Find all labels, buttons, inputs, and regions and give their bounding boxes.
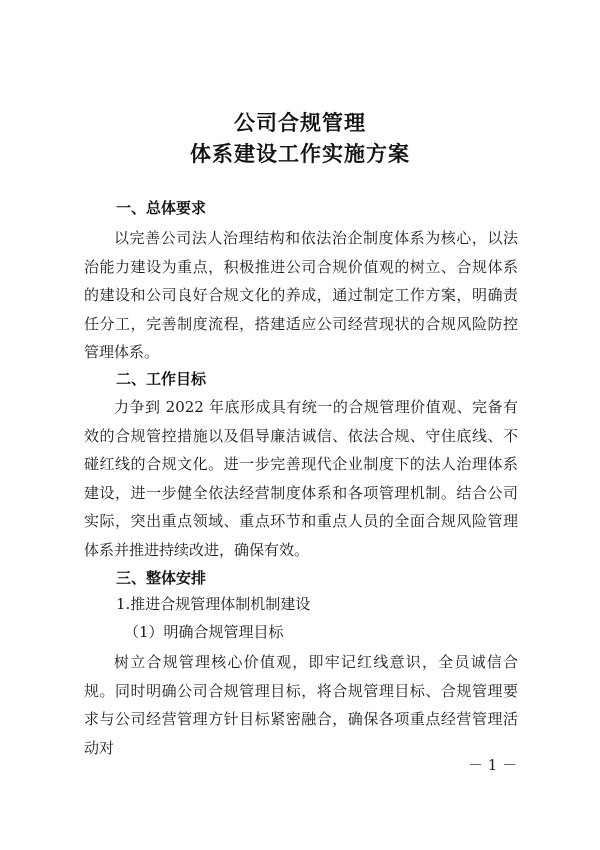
section-paragraph-overall: 以完善公司法人治理结构和依法治企制度体系为核心，以法治能力建设为重点，积极推进公司合规价值观的树立、合规体系的建设和公司良好合规文化的养成，通过制定工作方案，明确责任分工，完善制度流程，搭建适应公司经营现状的合规风险防控管理体系。 (84, 229, 518, 362)
section-paragraph-arrangement: 树立合规管理核心价值观，即牢记红线意识，全员诚信合规。同时明确公司合规管理目标，将合规管理目标、合规管理要求与公司经营管理方针目标紧密融合，确保各项重点经营管理活动对 (84, 653, 518, 757)
subsection-item: （1）明确合规管理目标 (124, 623, 284, 641)
document-title-line-2: 体系建设工作实施方案 (190, 142, 410, 166)
section-heading-overall: 一、总体要求 (116, 199, 207, 217)
section-heading-goals: 二、工作目标 (116, 370, 207, 388)
section-paragraph-goals: 力争到 2022 年底形成具有统一的合规管理价值观、完备有效的合规管控措施以及倡导廉洁诚信、依法合规、守住底线、不碰红线的合规文化。进一步完善现代企业制度下的法人治理体系建设，进一步健全依法经营制度体系和各项管理机制。结合公司实际，突出重点领域、重点环节和重点人员的全面合规风险管理体系并推进持续改进，确保有效。 (84, 398, 518, 559)
section-heading-arrangement: 三、整体安排 (116, 569, 207, 587)
subsection-heading: 1.推进合规管理体制机制建设 (116, 595, 311, 613)
page-number: － 1 － (468, 756, 518, 774)
document-title-line-1: 公司合规管理 (234, 111, 366, 135)
